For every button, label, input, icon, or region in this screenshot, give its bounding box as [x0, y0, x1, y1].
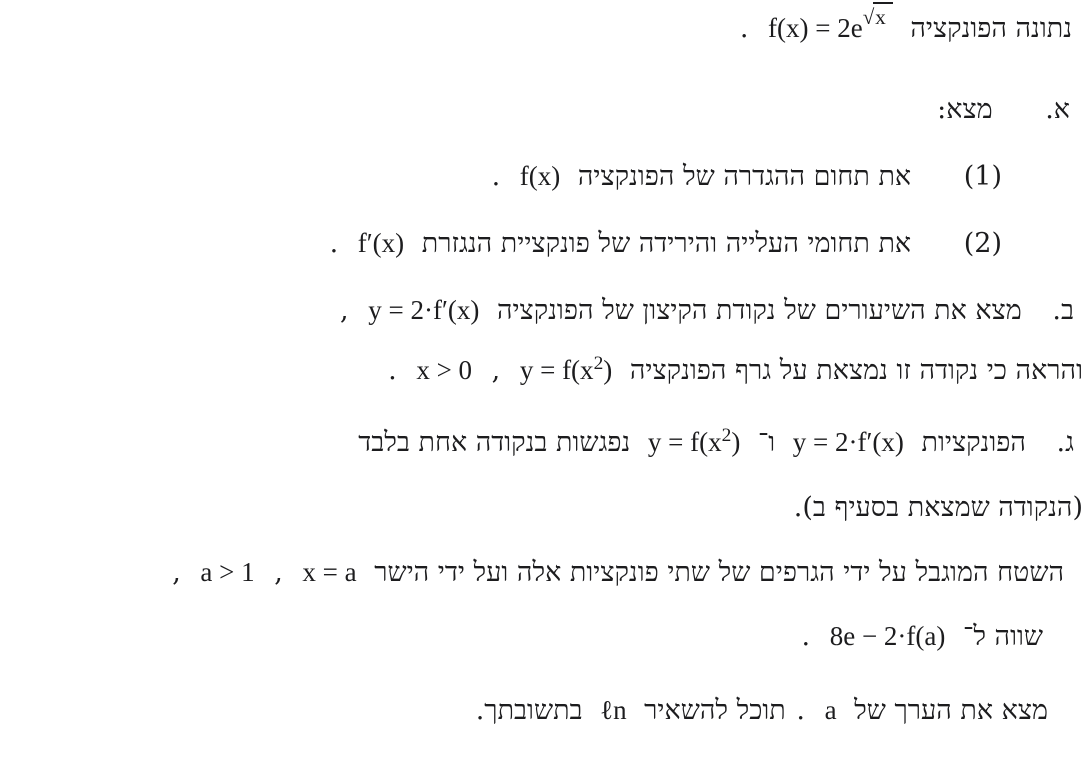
section-a-label: א. — [1045, 94, 1070, 125]
equals-text: שווה ל־ — [962, 621, 1043, 652]
section-a-heading-line — [937, 92, 1070, 128]
equals-expression-line — [800, 618, 1043, 655]
area-statement-line — [170, 554, 1064, 591]
derivative-function-formula: y = 2·f′(x) — [792, 427, 904, 457]
period: . — [491, 161, 501, 192]
period: . — [801, 621, 811, 652]
note-text: (הנקודה שמצאת בסעיף ב). — [793, 492, 1083, 523]
find-text-1: מצא את הערך של — [854, 695, 1048, 726]
section-b-line-1 — [338, 292, 1074, 329]
conjunction-text: ו־ — [757, 427, 776, 458]
comma: , — [172, 557, 181, 588]
section-a-item-1 — [490, 158, 1002, 195]
formula-close-paren: ) — [731, 427, 741, 457]
formula-base: y = f(x — [647, 427, 722, 457]
section-c-note-line — [794, 490, 1083, 526]
formula-close-paren: ) — [603, 355, 613, 385]
given-function-line — [738, 4, 1072, 47]
section-a-item-2 — [328, 225, 1002, 262]
section-b-line-2 — [386, 352, 1083, 389]
given-prefix-text: נתונה הפונקציה — [910, 13, 1072, 44]
comma: , — [491, 355, 501, 386]
superscript-2: 2 — [721, 425, 732, 447]
section-c-line-1 — [358, 424, 1074, 461]
area-value-formula: 8e − 2·f(a) — [829, 621, 946, 651]
natural-log-symbol: ℓn — [600, 695, 627, 725]
find-text-2: תוכל להשאיר — [644, 695, 786, 726]
item-1-formula: f(x) — [519, 161, 561, 191]
domain-condition-formula: x > 0 — [416, 355, 473, 385]
area-text: השטח המוגבל על ידי הגרפים של שתי פונקציות אלה ועל ידי הישר — [374, 557, 1064, 588]
section-b-continuation-text: והראה כי נקודה זו נמצאת על גרף הפונקציה — [629, 355, 1083, 386]
line-equation-formula: x = a — [302, 557, 357, 587]
find-text-3: בתשובתך. — [475, 695, 583, 726]
comma: , — [340, 295, 349, 326]
superscript-2: 2 — [593, 353, 604, 375]
period: . — [739, 13, 749, 44]
section-b-label: ב. — [1052, 295, 1074, 326]
radical-sign: √ — [862, 4, 875, 29]
item-2-number: (2) — [963, 228, 1002, 259]
comma: , — [274, 557, 283, 588]
section-b-formula: y = 2·f′(x) — [368, 295, 480, 325]
item-1-number: (1) — [963, 161, 1002, 192]
section-c-label: ג. — [1056, 427, 1074, 458]
parameter-a: a — [824, 695, 837, 725]
composed-function-formula — [520, 352, 612, 388]
period: . — [388, 355, 397, 386]
given-function-formula — [768, 4, 893, 46]
composed-function-formula — [648, 424, 740, 460]
item-2-formula: f′(x) — [357, 228, 405, 258]
formula-base: y = f(x — [519, 355, 594, 385]
section-c-text-2: נפגשות בנקודה אחת בלבד — [358, 427, 631, 458]
item-2-text: את תחומי העלייה והירידה של פונקציית הנגזרת — [421, 228, 912, 259]
period: . — [329, 228, 339, 259]
item-1-text: את תחום ההגדרה של הפונקציה — [577, 161, 912, 192]
find-value-line — [476, 692, 1048, 729]
exponent — [863, 5, 893, 29]
section-b-text: מצא את השיעורים של נקודת הקיצון של הפונקציה — [496, 295, 1022, 326]
section-a-intro-text: מצא: — [937, 94, 993, 125]
formula-base: f(x) = 2e — [768, 13, 863, 43]
radical-argument: x — [873, 2, 893, 29]
parameter-condition-formula: a > 1 — [200, 557, 255, 587]
section-c-text-1: הפונקציות — [921, 427, 1026, 458]
period: . — [796, 695, 805, 726]
